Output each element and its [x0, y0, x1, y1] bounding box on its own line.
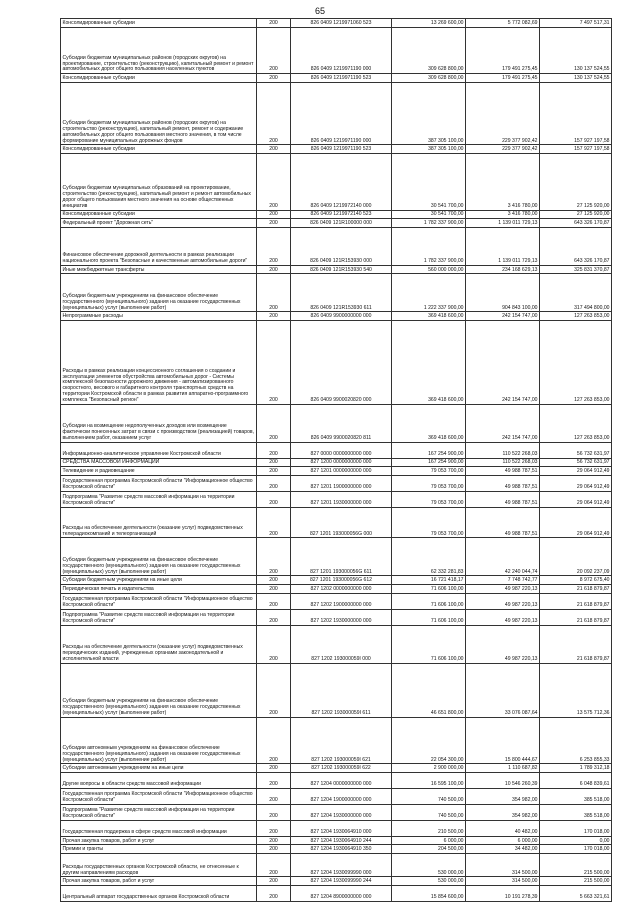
executed-amount-cell: 33 076 087,64	[466, 663, 540, 717]
approved-amount-cell: 71 606 100,00	[392, 593, 466, 609]
unexecuted-amount-cell: 215 500,00	[540, 877, 612, 886]
classification-code-cell: 827 1204 1930064910 000	[291, 820, 392, 836]
approved-amount-cell: 530 000,00	[392, 853, 466, 876]
executed-amount-cell: 314 500,00	[466, 853, 540, 876]
approved-amount-cell: 79 053 700,00	[392, 467, 466, 476]
table-row	[61, 274, 612, 312]
approved-amount-cell: 16 595 100,00	[392, 772, 466, 788]
expense-name-cell: Подпрограмма "Развитие средств массовой информации на территории Костромской области"	[61, 804, 257, 820]
row-code-cell: 200	[257, 609, 291, 625]
expense-name-cell: Подпрограмма "Развитие средств массовой информации на территории Костромской области"	[61, 609, 257, 625]
row-code-cell: 200	[257, 845, 291, 854]
approved-amount-cell: 2 900 000,00	[392, 764, 466, 773]
unexecuted-amount-cell: 29 064 912,49	[540, 475, 612, 491]
executed-amount-cell: 49 988 787,51	[466, 475, 540, 491]
expense-name-cell: Консолидированные субсидии	[61, 145, 257, 154]
row-code-cell: 200	[257, 772, 291, 788]
executed-amount-cell: 110 522 268,03	[466, 458, 540, 467]
expense-name-cell: Субсидии бюджетным учреждениям на финансовое обеспечение государственного (муниципального) задания на оказание государственных (муниципальных) услуг (выполнение работ)	[61, 274, 257, 312]
table-row	[61, 19, 612, 28]
expense-name-cell: Финансовое обеспечение дорожной деятельности в рамках реализации национального проекта "Безопасные и качественные автомобильные дороги"	[61, 227, 257, 265]
row-code-cell: 200	[257, 585, 291, 594]
classification-code-cell: 827 1204 1930000000 000	[291, 804, 392, 820]
unexecuted-amount-cell: 325 831 370,87	[540, 265, 612, 274]
expense-name-cell: СРЕДСТВА МАССОВОЙ ИНФОРМАЦИИ	[61, 458, 257, 467]
unexecuted-amount-cell: 215 500,00	[540, 853, 612, 876]
row-code-cell: 200	[257, 321, 291, 405]
table-row	[61, 788, 612, 804]
executed-amount-cell: 229 377 902,42	[466, 82, 540, 145]
executed-amount-cell: 242 154 747,00	[466, 321, 540, 405]
table-row	[61, 27, 612, 74]
expense-name-cell: Информационно-аналитическое управление Костромской области	[61, 442, 257, 458]
approved-amount-cell: 79 053 700,00	[392, 491, 466, 507]
unexecuted-amount-cell: 170 018,00	[540, 845, 612, 854]
table-row	[61, 764, 612, 773]
unexecuted-amount-cell: 21 618 879,87	[540, 593, 612, 609]
table-row	[61, 404, 612, 442]
executed-amount-cell: 6 000,00	[466, 836, 540, 845]
row-code-cell: 200	[257, 820, 291, 836]
unexecuted-amount-cell: 643 326 170,87	[540, 227, 612, 265]
expense-name-cell: Подпрограмма "Развитие средств массовой информации на территории Костромской области"	[61, 491, 257, 507]
executed-amount-cell: 49 988 787,51	[466, 467, 540, 476]
expense-name-cell: Федеральный проект "Дорожная сеть"	[61, 219, 257, 228]
table-row	[61, 154, 612, 210]
executed-amount-cell: 1 139 011 729,13	[466, 219, 540, 228]
approved-amount-cell: 740 500,00	[392, 804, 466, 820]
expense-name-cell: Субсидии бюджетным учреждениям на иные цели	[61, 576, 257, 585]
executed-amount-cell: 42 240 044,74	[466, 538, 540, 576]
classification-code-cell: 826 0409 121R153930 611	[291, 274, 392, 312]
unexecuted-amount-cell: 56 732 631,97	[540, 442, 612, 458]
page-number: 65	[314, 6, 325, 16]
classification-code-cell: 826 0409 9900020820 000	[291, 321, 392, 405]
expense-name-cell: Консолидированные субсидии	[61, 74, 257, 83]
row-code-cell: 200	[257, 507, 291, 538]
row-code-cell: 200	[257, 836, 291, 845]
expense-name-cell: Субсидии автономным учреждениям на иные цели	[61, 764, 257, 773]
classification-code-cell: 827 1202 1900000000 000	[291, 593, 392, 609]
table-row	[61, 458, 612, 467]
approved-amount-cell: 167 254 900,00	[392, 458, 466, 467]
row-code-cell: 200	[257, 885, 291, 901]
approved-amount-cell: 16 721 418,17	[392, 576, 466, 585]
table-row	[61, 475, 612, 491]
row-code-cell: 200	[257, 576, 291, 585]
row-code-cell: 200	[257, 663, 291, 717]
executed-amount-cell: 3 416 780,00	[466, 210, 540, 219]
unexecuted-amount-cell: 643 326 170,87	[540, 219, 612, 228]
executed-amount-cell: 1 139 011 729,13	[466, 227, 540, 265]
executed-amount-cell: 40 482,00	[466, 820, 540, 836]
unexecuted-amount-cell: 5 663 321,61	[540, 885, 612, 901]
classification-code-cell: 827 1204 8900000000 000	[291, 885, 392, 901]
row-code-cell: 200	[257, 210, 291, 219]
row-code-cell: 200	[257, 458, 291, 467]
unexecuted-amount-cell: 29 064 912,49	[540, 507, 612, 538]
expense-name-cell: Прочая закупка товаров, работ и услуг	[61, 836, 257, 845]
table-row	[61, 804, 612, 820]
table-row	[61, 609, 612, 625]
executed-amount-cell: 49 988 787,51	[466, 491, 540, 507]
classification-code-cell: 826 0409 9900020820 811	[291, 404, 392, 442]
approved-amount-cell: 530 000,00	[392, 877, 466, 886]
executed-amount-cell: 229 377 902,42	[466, 145, 540, 154]
table-body	[61, 19, 612, 902]
expense-name-cell: Государственная программа Костромской области "Информационное общество Костромской области"	[61, 788, 257, 804]
approved-amount-cell: 30 541 700,00	[392, 154, 466, 210]
row-code-cell: 200	[257, 717, 291, 764]
classification-code-cell: 827 1201 193000056G 611	[291, 538, 392, 576]
unexecuted-amount-cell: 1 789 312,18	[540, 764, 612, 773]
expense-name-cell: Субсидии на возмещение недополученных доходов или возмещение фактически понесенных затрат в связи с производством (реализацией) товаров, выполнением работ, оказанием услуг	[61, 404, 257, 442]
expense-name-cell: Другие вопросы в области средств массовой информации	[61, 772, 257, 788]
approved-amount-cell: 369 418 600,00	[392, 404, 466, 442]
executed-amount-cell: 10 546 260,39	[466, 772, 540, 788]
table-row	[61, 625, 612, 663]
approved-amount-cell: 71 606 100,00	[392, 609, 466, 625]
executed-amount-cell: 234 168 629,13	[466, 265, 540, 274]
row-code-cell: 200	[257, 877, 291, 886]
expense-name-cell: Субсидии бюджетам муниципальных районов (городских округов) на строительство (реконструкцию), капитальный ремонт, ремонт и содержание автомобильных дорог общего пользования местного значения, в том числе формирование муниципальных дорожных фондов	[61, 82, 257, 145]
expense-name-cell: Расходы на обеспечение деятельности (оказание услуг) подведомственных периодических изданий, учрежденных органами законодательной и исполнительной власти	[61, 625, 257, 663]
row-code-cell: 200	[257, 442, 291, 458]
table-row	[61, 772, 612, 788]
table-row	[61, 836, 612, 845]
unexecuted-amount-cell: 127 263 853,00	[540, 404, 612, 442]
classification-code-cell: 827 1204 1930099990 000	[291, 853, 392, 876]
unexecuted-amount-cell: 8 972 675,40	[540, 576, 612, 585]
approved-amount-cell: 15 854 600,00	[392, 885, 466, 901]
unexecuted-amount-cell: 6 253 855,33	[540, 717, 612, 764]
table-row	[61, 538, 612, 576]
expense-name-cell: Субсидии бюджетам муниципальных образований на проектирование, строительство (реконструкцию), капитальный ремонт и ремонт автомобильных дорог общего пользования местного значения на основе общественных инициатив	[61, 154, 257, 210]
table-row	[61, 585, 612, 594]
expense-name-cell: Субсидии бюджетным учреждениям на финансовое обеспечение государственного (муниципального) задания на оказание государственных (муниципальных) услуг (выполнение работ)	[61, 538, 257, 576]
table-row	[61, 576, 612, 585]
table-row	[61, 467, 612, 476]
table-row	[61, 717, 612, 764]
approved-amount-cell: 1 222 337 900,00	[392, 274, 466, 312]
approved-amount-cell: 204 500,00	[392, 845, 466, 854]
row-code-cell: 200	[257, 312, 291, 321]
executed-amount-cell: 354 982,00	[466, 788, 540, 804]
table-row	[61, 82, 612, 145]
executed-amount-cell: 49 987 220,13	[466, 625, 540, 663]
executed-amount-cell: 15 800 444,67	[466, 717, 540, 764]
approved-amount-cell: 71 606 100,00	[392, 625, 466, 663]
unexecuted-amount-cell: 170 018,00	[540, 820, 612, 836]
expense-name-cell: Государственная поддержка в сфере средств массовой информации	[61, 820, 257, 836]
expense-name-cell: Центральный аппарат государственных органов Костромской области	[61, 885, 257, 901]
table-row	[61, 219, 612, 228]
classification-code-cell: 826 0409 121R153930 540	[291, 265, 392, 274]
unexecuted-amount-cell: 7 497 517,31	[540, 19, 612, 28]
approved-amount-cell: 62 332 281,83	[392, 538, 466, 576]
executed-amount-cell: 49 987 220,13	[466, 593, 540, 609]
unexecuted-amount-cell: 27 125 920,00	[540, 210, 612, 219]
unexecuted-amount-cell: 27 125 920,00	[540, 154, 612, 210]
table-row	[61, 593, 612, 609]
executed-amount-cell: 34 482,00	[466, 845, 540, 854]
classification-code-cell: 826 0409 1219972140 000	[291, 154, 392, 210]
table-row	[61, 877, 612, 886]
row-code-cell: 200	[257, 475, 291, 491]
classification-code-cell: 826 0409 1219971190 000	[291, 82, 392, 145]
executed-amount-cell: 49 987 220,13	[466, 609, 540, 625]
table-row	[61, 820, 612, 836]
table-row	[61, 885, 612, 901]
table-row	[61, 663, 612, 717]
row-code-cell: 200	[257, 788, 291, 804]
table-row	[61, 312, 612, 321]
expense-name-cell: Субсидии бюджетным учреждениям на финансовое обеспечение государственного (муниципального) задания на оказание государственных (муниципальных) услуг (выполнение работ)	[61, 663, 257, 717]
table-row	[61, 845, 612, 854]
executed-amount-cell: 7 748 742,77	[466, 576, 540, 585]
classification-code-cell: 827 0000 0000000000 000	[291, 442, 392, 458]
row-code-cell: 200	[257, 467, 291, 476]
row-code-cell: 200	[257, 154, 291, 210]
classification-code-cell: 827 1201 1930000000 000	[291, 491, 392, 507]
table-row	[61, 853, 612, 876]
approved-amount-cell: 22 054 300,00	[392, 717, 466, 764]
approved-amount-cell: 1 782 337 900,00	[392, 227, 466, 265]
approved-amount-cell: 560 000 000,00	[392, 265, 466, 274]
approved-amount-cell: 30 541 700,00	[392, 210, 466, 219]
expense-name-cell: Расходы в рамках реализации концессионного соглашения о создании и эксплуатации элементов обустройства автомобильных дорог - Системы комплексной безопасности дорожного движения - автоматизированного скоростного, весового и габаритного контроля транспортных средств на территории Костромской области в рамках развития аппаратно-программного комплекса "Безопасный регион"	[61, 321, 257, 405]
unexecuted-amount-cell: 127 263 853,00	[540, 312, 612, 321]
expense-name-cell: Телевидение и радиовещание	[61, 467, 257, 476]
classification-code-cell: 826 0409 121R153930 000	[291, 227, 392, 265]
row-code-cell: 200	[257, 538, 291, 576]
executed-amount-cell: 10 191 278,39	[466, 885, 540, 901]
unexecuted-amount-cell: 21 618 879,87	[540, 609, 612, 625]
approved-amount-cell: 13 269 600,00	[392, 19, 466, 28]
executed-amount-cell: 49 988 787,51	[466, 507, 540, 538]
row-code-cell: 200	[257, 219, 291, 228]
approved-amount-cell: 79 053 700,00	[392, 507, 466, 538]
classification-code-cell: 827 1202 193000059I 611	[291, 663, 392, 717]
row-code-cell: 200	[257, 764, 291, 773]
expense-name-cell: Расходы на обеспечение деятельности (оказание услуг) подведомственных телерадиокомпаний и телеорганизаций	[61, 507, 257, 538]
unexecuted-amount-cell: 0,00	[540, 836, 612, 845]
approved-amount-cell: 740 500,00	[392, 788, 466, 804]
executed-amount-cell: 354 982,00	[466, 804, 540, 820]
classification-code-cell: 827 1204 0000000000 000	[291, 772, 392, 788]
expense-name-cell: Периодическая печать и издательства	[61, 585, 257, 594]
row-code-cell: 200	[257, 74, 291, 83]
classification-code-cell: 827 1202 193000059I 000	[291, 625, 392, 663]
unexecuted-amount-cell: 13 575 712,36	[540, 663, 612, 717]
classification-code-cell: 827 1204 1930064910 244	[291, 836, 392, 845]
unexecuted-amount-cell: 56 732 631,97	[540, 458, 612, 467]
table-row	[61, 507, 612, 538]
expense-name-cell: Непрограммные расходы	[61, 312, 257, 321]
row-code-cell: 200	[257, 593, 291, 609]
unexecuted-amount-cell: 6 048 839,61	[540, 772, 612, 788]
classification-code-cell: 827 1201 193000056G 000	[291, 507, 392, 538]
executed-amount-cell: 3 416 780,00	[466, 154, 540, 210]
executed-amount-cell: 314 500,00	[466, 877, 540, 886]
row-code-cell: 200	[257, 265, 291, 274]
row-code-cell: 200	[257, 491, 291, 507]
expense-name-cell: Субсидии бюджетам муниципальных районов (городских округов) на проектирование, строительство (реконструкцию), капитальный ремонт и ремонт автомобильных дорог общего пользования населенных пунктов	[61, 27, 257, 74]
expense-name-cell: Премии и гранты	[61, 845, 257, 854]
unexecuted-amount-cell: 385 518,00	[540, 804, 612, 820]
executed-amount-cell: 242 154 747,00	[466, 404, 540, 442]
table-row	[61, 265, 612, 274]
unexecuted-amount-cell: 29 064 912,49	[540, 491, 612, 507]
table-row	[61, 74, 612, 83]
row-code-cell: 200	[257, 227, 291, 265]
classification-code-cell: 827 1201 0000000000 000	[291, 467, 392, 476]
executed-amount-cell: 49 987 220,13	[466, 585, 540, 594]
approved-amount-cell: 1 782 337 900,00	[392, 219, 466, 228]
approved-amount-cell: 387 305 100,00	[392, 82, 466, 145]
budget-table-sheet	[60, 18, 611, 901]
classification-code-cell: 827 1204 1930064910 350	[291, 845, 392, 854]
unexecuted-amount-cell: 130 137 524,55	[540, 27, 612, 74]
approved-amount-cell: 6 000,00	[392, 836, 466, 845]
unexecuted-amount-cell: 385 518,00	[540, 788, 612, 804]
executed-amount-cell: 1 110 687,82	[466, 764, 540, 773]
executed-amount-cell: 5 772 082,69	[466, 19, 540, 28]
approved-amount-cell: 387 305 100,00	[392, 145, 466, 154]
classification-code-cell: 826 0409 1219971060 523	[291, 19, 392, 28]
row-code-cell: 200	[257, 82, 291, 145]
executed-amount-cell: 904 843 100,00	[466, 274, 540, 312]
table-row	[61, 491, 612, 507]
row-code-cell: 200	[257, 27, 291, 74]
row-code-cell: 200	[257, 853, 291, 876]
table-row	[61, 210, 612, 219]
row-code-cell: 200	[257, 625, 291, 663]
approved-amount-cell: 369 418 600,00	[392, 312, 466, 321]
expense-name-cell: Иные межбюджетные трансферты	[61, 265, 257, 274]
expense-name-cell: Прочая закупка товаров, работ и услуг	[61, 877, 257, 886]
approved-amount-cell: 309 628 800,00	[392, 27, 466, 74]
classification-code-cell: 827 1202 193000059I 622	[291, 764, 392, 773]
approved-amount-cell: 309 628 800,00	[392, 74, 466, 83]
classification-code-cell: 826 0409 1219971190 523	[291, 74, 392, 83]
expense-name-cell: Государственная программа Костромской области "Информационное общество Костромской области"	[61, 475, 257, 491]
table-row	[61, 442, 612, 458]
table-row	[61, 321, 612, 405]
unexecuted-amount-cell: 157 927 197,58	[540, 145, 612, 154]
expense-name-cell: Субсидии автономным учреждениям на финансовое обеспечение государственного (муниципального) задания на оказание государственных (муниципальных) услуг (выполнение работ)	[61, 717, 257, 764]
expense-name-cell: Расходы государственных органов Костромской области, не отнесенные к другим направлениям расходов	[61, 853, 257, 876]
classification-code-cell: 827 1202 0000000000 000	[291, 585, 392, 594]
classification-code-cell: 827 1204 1930099990 244	[291, 877, 392, 886]
row-code-cell: 200	[257, 19, 291, 28]
approved-amount-cell: 210 500,00	[392, 820, 466, 836]
approved-amount-cell: 167 254 900,00	[392, 442, 466, 458]
executed-amount-cell: 242 154 747,00	[466, 312, 540, 321]
unexecuted-amount-cell: 21 618 879,87	[540, 585, 612, 594]
approved-amount-cell: 46 651 800,00	[392, 663, 466, 717]
classification-code-cell: 826 0409 121R100000 000	[291, 219, 392, 228]
classification-code-cell: 826 0409 1219971190 000	[291, 27, 392, 74]
classification-code-cell: 827 1201 1900000000 000	[291, 475, 392, 491]
expense-name-cell: Государственная программа Костромской области "Информационное общество Костромской области"	[61, 593, 257, 609]
unexecuted-amount-cell: 130 137 524,55	[540, 74, 612, 83]
classification-code-cell: 826 0409 1219971190 523	[291, 145, 392, 154]
unexecuted-amount-cell: 29 064 912,49	[540, 467, 612, 476]
unexecuted-amount-cell: 317 494 800,00	[540, 274, 612, 312]
expense-name-cell: Консолидированные субсидии	[61, 19, 257, 28]
classification-code-cell: 826 0409 1219972140 523	[291, 210, 392, 219]
row-code-cell: 200	[257, 404, 291, 442]
classification-code-cell: 827 1201 193000056G 612	[291, 576, 392, 585]
table-row	[61, 227, 612, 265]
executed-amount-cell: 179 491 275,45	[466, 74, 540, 83]
classification-code-cell: 827 1202 193000059I 621	[291, 717, 392, 764]
classification-code-cell: 826 0409 9900000000 000	[291, 312, 392, 321]
row-code-cell: 200	[257, 274, 291, 312]
approved-amount-cell: 369 418 600,00	[392, 321, 466, 405]
expense-name-cell: Консолидированные субсидии	[61, 210, 257, 219]
unexecuted-amount-cell: 127 263 853,00	[540, 321, 612, 405]
unexecuted-amount-cell: 21 618 879,87	[540, 625, 612, 663]
unexecuted-amount-cell: 157 927 197,58	[540, 82, 612, 145]
classification-code-cell: 827 1200 0000000000 000	[291, 458, 392, 467]
budget-execution-table	[60, 18, 612, 902]
unexecuted-amount-cell: 20 092 237,09	[540, 538, 612, 576]
executed-amount-cell: 110 522 268,03	[466, 442, 540, 458]
approved-amount-cell: 71 606 100,00	[392, 585, 466, 594]
approved-amount-cell: 79 053 700,00	[392, 475, 466, 491]
table-row	[61, 145, 612, 154]
row-code-cell: 200	[257, 804, 291, 820]
classification-code-cell: 827 1202 1930000000 000	[291, 609, 392, 625]
classification-code-cell: 827 1204 1900000000 000	[291, 788, 392, 804]
executed-amount-cell: 179 491 275,45	[466, 27, 540, 74]
row-code-cell: 200	[257, 145, 291, 154]
